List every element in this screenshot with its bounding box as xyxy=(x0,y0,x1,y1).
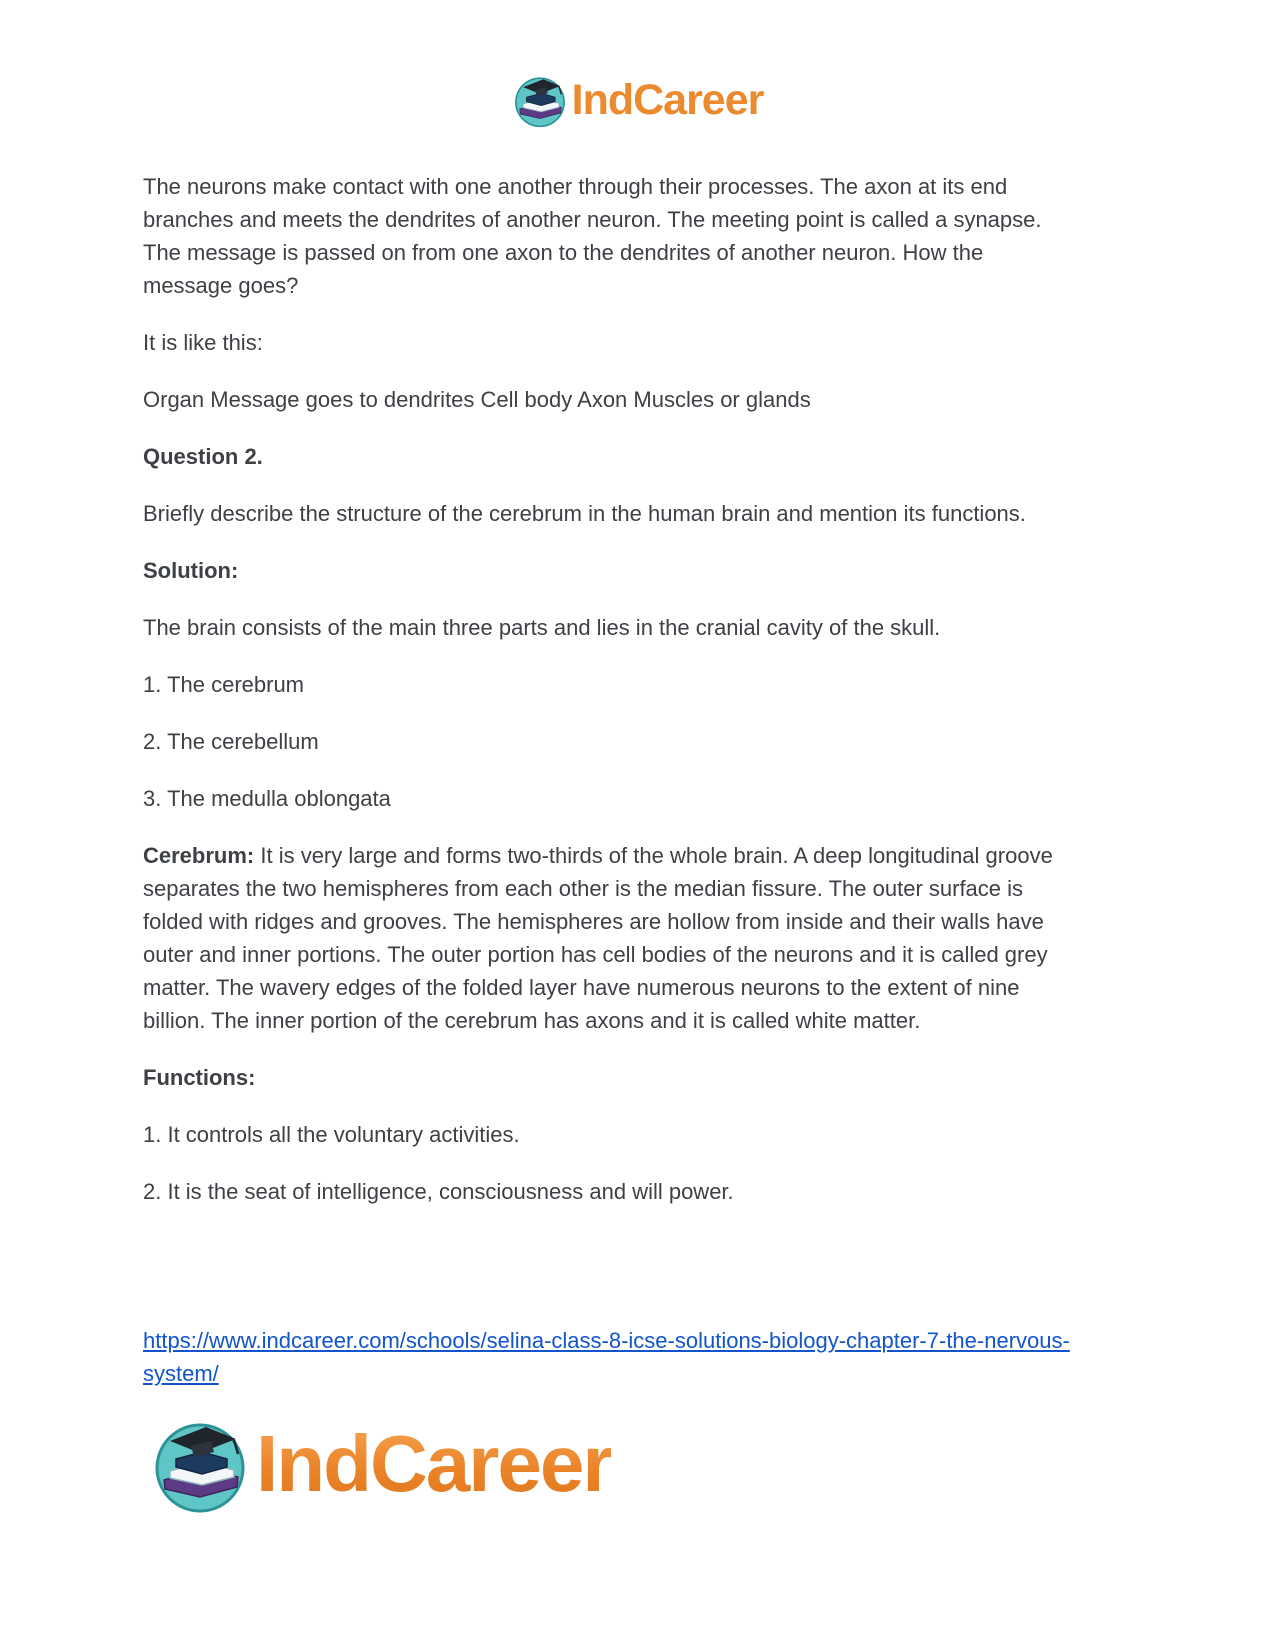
paragraph-like-this: It is like this: xyxy=(143,330,263,355)
footer-logo xyxy=(150,1414,1275,1514)
paragraph-organ-message: Organ Message goes to dendrites Cell body Axon Muscles or glands xyxy=(143,387,811,412)
solution-intro: The brain consists of the main three parts and lies in the cranial cavity of the skull. xyxy=(143,615,941,640)
brain-part-item-cerebellum: 2. The cerebellum xyxy=(143,729,319,754)
cerebrum-lead-label: Cerebrum: xyxy=(143,843,255,868)
functions-heading: Functions: xyxy=(143,1065,256,1090)
function-item-1: 1. It controls all the voluntary activities. xyxy=(143,1122,520,1147)
source-paragraph xyxy=(143,1324,1078,1390)
source-link[interactable]: https://www.indcareer.com/schools/selina-class-8-icse-solutions-biology-chapter-7-the-nervous-system/ xyxy=(143,1328,1070,1386)
brain-part-item-medulla: 3. The medulla oblongata xyxy=(143,786,391,811)
header-logo xyxy=(0,0,1275,128)
brain-part-item-cerebrum: 1. The cerebrum xyxy=(143,672,305,697)
indcareer-books-icon xyxy=(150,1414,250,1514)
indcareer-logo-text: IndCareer xyxy=(571,75,764,124)
function-item-2: 2. It is the seat of intelligence, consciousness and will power. xyxy=(143,1179,734,1204)
indcareer-logo-text: IndCareer xyxy=(256,1419,612,1508)
cerebrum-paragraph xyxy=(143,839,1078,1037)
article-content xyxy=(143,170,1078,1390)
cerebrum-description: It is very large and forms two-thirds of the whole brain. A deep longitudinal groove separates the two hemispheres from each other is the median fissure. The outer surface is folded with ridges and grooves. The hemispheres are hollow from inside and their walls have outer and inner portions. The outer portion has cell bodies of the neurons and it is called grey matter. The wavery edges of the folded layer have numerous neurons to the extent of nine billion. The inner portion of the cerebrum has axons and it is called white matter. xyxy=(143,843,1053,1033)
paragraph-neurons: The neurons make contact with one another through their processes. The axon at its end branches and meets the dendrites of another neuron. The meeting point is called a synapse. The message is passed on from one axon to the dendrites of another neuron. How the message goes? xyxy=(143,174,1042,298)
question-2-heading: Question 2. xyxy=(143,444,263,469)
solution-heading: Solution: xyxy=(143,558,239,583)
question-2-text: Briefly describe the structure of the cerebrum in the human brain and mention its functions. xyxy=(143,501,1026,526)
indcareer-books-icon xyxy=(512,72,568,128)
